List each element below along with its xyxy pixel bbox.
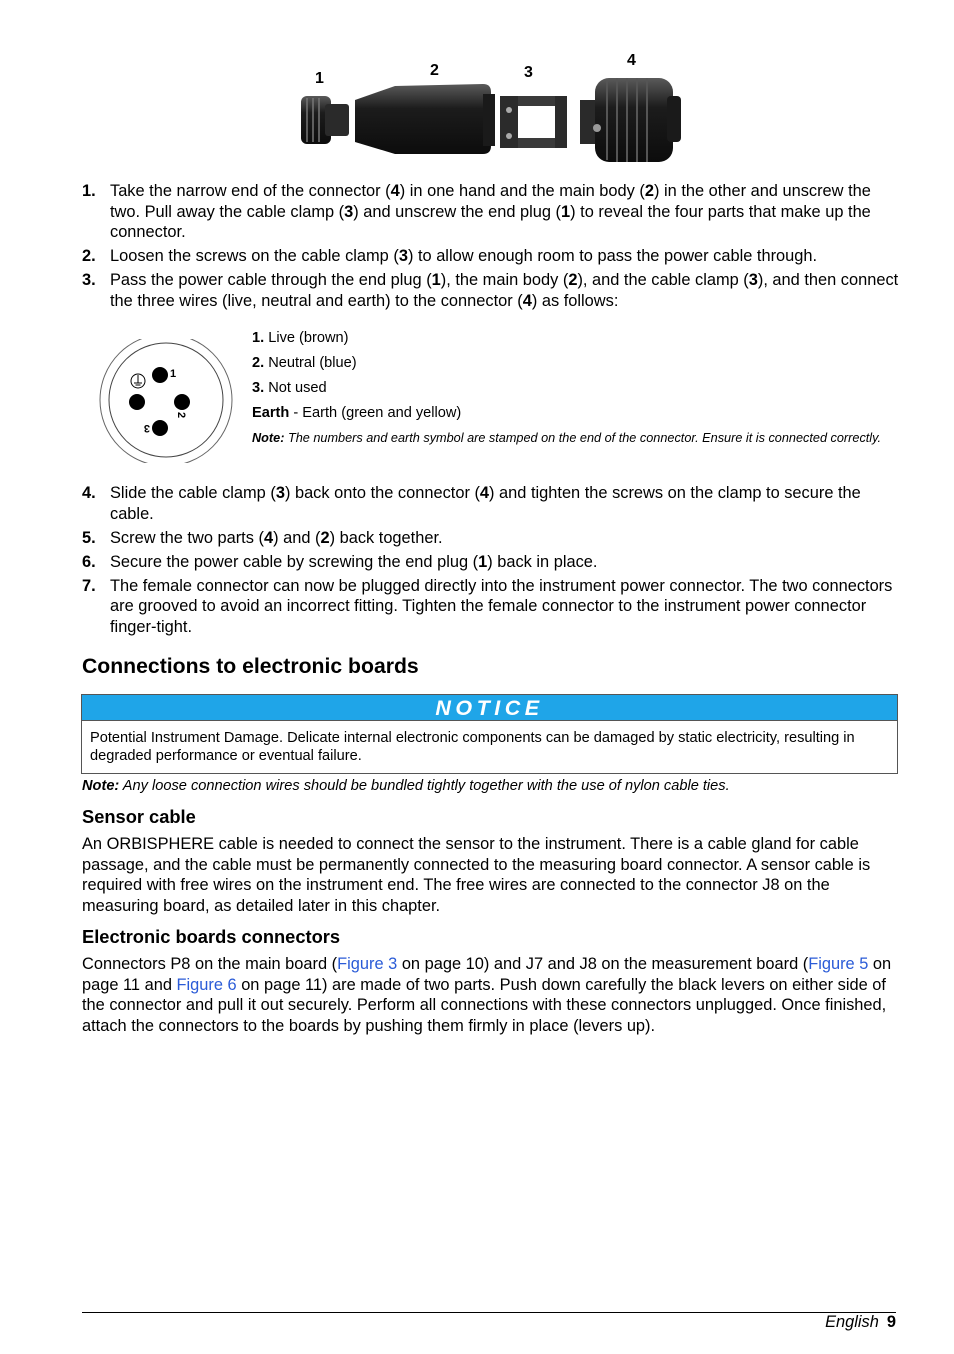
- step-text: [110, 246, 902, 267]
- part-reference: 3: [275, 484, 285, 502]
- notice-body: Potential Instrument Damage. Delicate internal electronic components can be damaged by static electricity, resulting in degraded performance or eventual failure.: [82, 720, 897, 773]
- page-footer: [825, 1312, 896, 1332]
- notice-box: [81, 694, 898, 774]
- footer-language: English: [825, 1313, 879, 1331]
- list-item: [82, 270, 902, 311]
- text-segment: on page 11) are made of two parts. Push down carefully the black levers on either side of the connector and pull it out securely. Perform all connections with these connectors unplugged. Once finished, attach the connectors to the boards by pushing them firmly in place (levers up).: [82, 975, 887, 1035]
- step-text-segment: ), the main body (: [440, 271, 569, 289]
- part-reference: 1: [561, 202, 571, 221]
- step-text-segment: ) back together.: [329, 528, 443, 547]
- step-text-segment: Screw the two parts (: [110, 528, 264, 547]
- notice-heading: NOTICE: [82, 695, 897, 720]
- step-text-segment: ) to reveal the four parts that make up the connector.: [110, 202, 871, 241]
- wiring-legend: [252, 328, 892, 446]
- part-reference: 2: [644, 182, 654, 200]
- wiring-item-earth: Earth - Earth (green and yellow): [252, 405, 462, 421]
- earth-symbol-icon: [131, 374, 145, 388]
- section-title: Connections to electronic boards: [82, 655, 419, 678]
- cable-ties-note: Note: Any loose connection wires should be bundled tightly together with the use of nylon cable ties.: [82, 778, 730, 794]
- part-reference: 1: [431, 271, 441, 289]
- part-reference: 3: [344, 202, 354, 221]
- step-text-segment: The female connector can now be plugged directly into the instrument power connector. The two connectors are grooved to avoid an incorrect fitting. Tighten the female connector to the instrument power connector finger-tight.: [110, 576, 893, 636]
- step-text: [110, 528, 902, 549]
- part-reference: 4: [390, 182, 400, 200]
- connector-part: [580, 78, 681, 162]
- step-text: [110, 576, 902, 638]
- boards-connectors-heading: Electronic boards connectors: [82, 926, 341, 947]
- sensor-cable-text: An ORBISPHERE cable is needed to connect the sensor to the instrument. There is a cable gland for cable passage, and the cable must be permanently connected to the measuring board connector. A sensor cable is required with free wires on the instrument end. The free wires are connected to the connector J8 on the measuring board, as detailed later in this chapter.: [82, 835, 871, 915]
- step-text-segment: Pass the power cable through the end plug (: [110, 271, 432, 289]
- wiring-item-neutral: 2. Neutral (blue): [252, 355, 357, 371]
- step-number: 2.: [82, 247, 96, 265]
- step-text-segment: ) and unscrew the end plug (: [353, 202, 562, 221]
- main-body-part: [355, 84, 495, 154]
- pin-label-3: 3: [143, 422, 150, 434]
- text-segment: on page 11 and: [82, 955, 892, 994]
- end-plug-part: [301, 96, 349, 144]
- part-reference: 2: [568, 271, 578, 289]
- footer-divider: [82, 1312, 896, 1313]
- step-text-segment: ) back onto the connector (: [284, 484, 480, 502]
- wiring-note: Note: The numbers and earth symbol are stamped on the end of the connector. Ensure it is connected correctly.: [252, 431, 882, 445]
- step-text-segment: ) to allow enough room to pass the power cable through.: [407, 247, 818, 265]
- figure-link[interactable]: Figure 3: [337, 955, 398, 973]
- callout-2: 2: [430, 62, 439, 79]
- step-text-segment: ) as follows:: [531, 291, 619, 310]
- connector-parts-figure: [295, 48, 685, 166]
- step-text-segment: ) and (: [273, 528, 321, 547]
- list-item: [82, 576, 902, 638]
- steps-list-b: [82, 483, 902, 641]
- list-item: [82, 528, 902, 549]
- step-text-segment: ) in the other and unscrew the two. Pull away the cable clamp (: [110, 182, 871, 221]
- text-segment: Connectors P8 on the main board (: [82, 955, 338, 973]
- list-item: [82, 552, 902, 573]
- pin-1: [152, 367, 168, 383]
- step-text-segment: Take the narrow end of the connector (: [110, 182, 391, 200]
- steps-list-a: [82, 181, 902, 315]
- wiring-item-not-used: 3. Not used: [252, 380, 327, 396]
- part-reference: 4: [263, 528, 274, 547]
- step-number: 6.: [82, 552, 96, 571]
- page-number: 9: [886, 1313, 896, 1331]
- step-number: 7.: [82, 576, 96, 595]
- list-item: [82, 181, 902, 243]
- pin-earth: [129, 394, 145, 410]
- callout-4: 4: [627, 52, 636, 69]
- step-text-segment: Slide the cable clamp (: [110, 484, 276, 502]
- part-reference: 3: [748, 271, 758, 289]
- callout-3: 3: [524, 64, 533, 81]
- pin-2: [174, 394, 190, 410]
- step-text: [110, 552, 902, 573]
- step-number: 3.: [82, 271, 96, 289]
- boards-connectors-text: [82, 954, 902, 1036]
- text-segment: on page 10) and J7 and J8 on the measurement board (: [397, 955, 809, 973]
- part-reference: 2: [320, 528, 330, 547]
- step-text-segment: ) back in place.: [487, 552, 598, 571]
- cable-clamp-part: [500, 96, 567, 148]
- part-reference: 1: [478, 552, 488, 571]
- pin-3: [152, 420, 168, 436]
- connector-pinout-diagram: [98, 339, 234, 463]
- step-number: 4.: [82, 484, 96, 502]
- figure-link[interactable]: Figure 5: [808, 955, 869, 973]
- part-reference: 4: [479, 484, 490, 502]
- pin-label-1: 1: [170, 368, 177, 380]
- step-text-segment: Secure the power cable by screwing the end plug (: [110, 552, 479, 571]
- part-reference: 4: [522, 291, 532, 310]
- step-number: 1.: [82, 182, 96, 200]
- part-reference: 3: [398, 247, 408, 265]
- callout-1: 1: [315, 70, 324, 87]
- pin-label-2: 2: [175, 412, 187, 419]
- step-text-segment: Loosen the screws on the cable clamp (: [110, 247, 399, 265]
- step-number: 5.: [82, 528, 96, 547]
- list-item: [82, 483, 902, 524]
- step-text-segment: ), and then connect the three wires (live, neutral and earth) to the connector (: [110, 271, 899, 310]
- step-text: [110, 181, 902, 243]
- sensor-cable-heading: Sensor cable: [82, 806, 196, 827]
- wiring-item-live: 1. Live (brown): [252, 330, 349, 346]
- step-text-segment: ), and the cable clamp (: [577, 271, 749, 289]
- figure-link[interactable]: Figure 6: [176, 975, 237, 994]
- step-text: [110, 483, 902, 524]
- step-text-segment: ) in one hand and the main body (: [399, 182, 645, 200]
- step-text-segment: ) and tighten the screws on the clamp to secure the cable.: [110, 484, 861, 523]
- list-item: [82, 246, 902, 267]
- step-text: [110, 270, 902, 311]
